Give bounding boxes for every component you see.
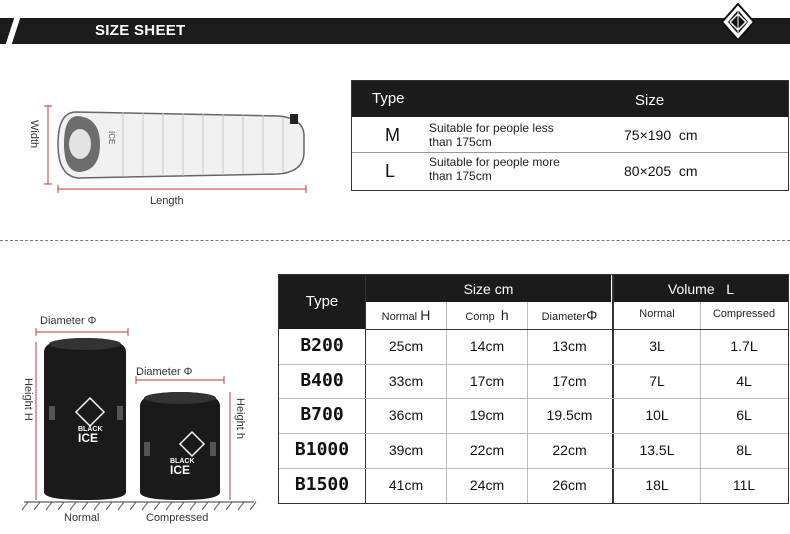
page-title: SIZE SHEET: [95, 22, 186, 39]
volume-header: [614, 281, 788, 297]
sleeping-bag-diagram: [28, 92, 328, 212]
brand-logo-icon: [718, 2, 758, 42]
size-desc: [429, 121, 599, 149]
banner-slash: [6, 18, 20, 44]
cell-normal: 25cm: [388, 338, 424, 354]
type-header: Type: [305, 293, 339, 310]
model-code: B700: [300, 404, 344, 425]
cell-diameter: 22cm: [552, 442, 587, 458]
cell-comp: 19cm: [469, 407, 505, 423]
sub-normal-text: Normal: [381, 311, 418, 323]
model-code: B1000: [294, 439, 350, 460]
grid-line: [279, 364, 788, 365]
size-dim-unit: cm: [678, 163, 698, 179]
size-table: [351, 80, 789, 191]
compression-table: [278, 274, 789, 504]
diameter-label-normal: Diameter Φ: [40, 315, 97, 327]
cell-diameter: 13cm: [552, 338, 587, 354]
grid-line: [279, 433, 788, 434]
size-desc-line2: than 175cm: [429, 169, 492, 183]
volume-header-text: Volume: [667, 281, 715, 297]
sack-brand-compressed: [170, 458, 195, 477]
stuff-sack-diagram: [14, 316, 264, 516]
grid-line: [700, 302, 701, 503]
size-header-text: Size: [463, 281, 491, 297]
size-dimension: [624, 127, 698, 143]
size-table-header: [352, 81, 788, 117]
sub-diameter-sym: Φ: [586, 307, 598, 323]
size-dim-value: 75×190: [624, 127, 672, 143]
grid-line: [279, 398, 788, 399]
cell-vol-normal: 13.5L: [639, 442, 675, 458]
size-table-type-header: Type: [372, 90, 405, 107]
size-dimension: [624, 163, 698, 179]
height-label-normal: Height H: [22, 378, 34, 421]
sack-brand-line2: ICE: [170, 463, 191, 477]
table-row: [352, 153, 788, 189]
size-code: M: [385, 125, 400, 145]
size-dim-unit: cm: [678, 127, 698, 143]
size-header-cell: [366, 275, 611, 302]
length-label: Length: [150, 195, 184, 207]
compressed-label: Compressed: [146, 512, 209, 524]
cell-diameter: 17cm: [552, 373, 587, 389]
size-dim-value: 80×205: [624, 163, 672, 179]
model-code: B400: [300, 370, 344, 391]
sub-comp-text: Comp: [465, 311, 495, 323]
height-label-compressed: Height h: [234, 398, 246, 439]
grid-line: [365, 329, 788, 330]
normal-label: Normal: [64, 512, 100, 524]
section-divider: [0, 240, 790, 241]
cell-diameter: 19.5cm: [546, 407, 593, 423]
volume-header-cell: [614, 275, 788, 302]
cell-normal: 41cm: [388, 477, 424, 493]
grid-line: [279, 468, 788, 469]
size-desc-line1: Suitable for people less: [429, 121, 554, 135]
sub-header-normal: [366, 307, 446, 323]
sack-brand-line1: BLACK: [78, 426, 103, 433]
cell-vol-normal: 7L: [649, 373, 665, 389]
cell-comp: 22cm: [469, 442, 505, 458]
sub-normal-sym: H: [420, 307, 431, 323]
sub-diameter-text: Diameter: [541, 311, 587, 323]
cell-comp: 17cm: [469, 373, 505, 389]
type-header-cell: [279, 275, 365, 329]
grid-line: [446, 302, 447, 503]
sack-brand-normal: [78, 426, 103, 445]
sub-header-vol-normal: Normal: [639, 308, 675, 320]
cell-vol-normal: 18L: [645, 477, 669, 493]
volume-header-unit: L: [726, 281, 735, 297]
sub-header-vol-compressed: Compressed: [712, 308, 776, 320]
size-table-size-header: Size: [635, 92, 665, 109]
size-desc-line2: than 175cm: [429, 135, 492, 149]
sub-comp-sym: h: [500, 307, 509, 323]
model-code: B1500: [294, 474, 350, 495]
sub-header-diameter: [528, 307, 611, 323]
cell-vol-comp: 11L: [732, 477, 756, 493]
header-banner: [0, 18, 790, 44]
table-row: [352, 117, 788, 153]
cell-diameter: 26cm: [552, 477, 587, 493]
cell-vol-comp: 4L: [736, 373, 752, 389]
cell-vol-comp: 1.7L: [730, 338, 758, 354]
sub-header-comp: [447, 307, 527, 323]
cell-normal: 36cm: [388, 407, 424, 423]
cell-vol-comp: 6L: [736, 407, 752, 423]
grid-line: [527, 302, 528, 503]
size-header-unit: cm: [494, 281, 514, 297]
cell-vol-normal: 10L: [645, 407, 669, 423]
size-desc: [429, 155, 599, 183]
size-desc-line1: Suitable for people more: [429, 155, 560, 169]
sack-brand-line2: ICE: [78, 431, 99, 445]
cell-comp: 14cm: [469, 338, 505, 354]
width-label: Width: [28, 120, 40, 149]
cell-vol-normal: 3L: [649, 338, 665, 354]
diameter-label-compressed: Diameter Φ: [136, 366, 193, 378]
model-code: B200: [300, 335, 344, 356]
cell-vol-comp: 8L: [736, 442, 752, 458]
cell-comp: 24cm: [469, 477, 505, 493]
cell-normal: 33cm: [388, 373, 424, 389]
size-code: L: [385, 161, 396, 181]
sack-brand-line1: BLACK: [170, 458, 195, 465]
cell-normal: 39cm: [388, 442, 424, 458]
bag-print: ICE: [107, 131, 116, 145]
size-header: [366, 281, 611, 297]
